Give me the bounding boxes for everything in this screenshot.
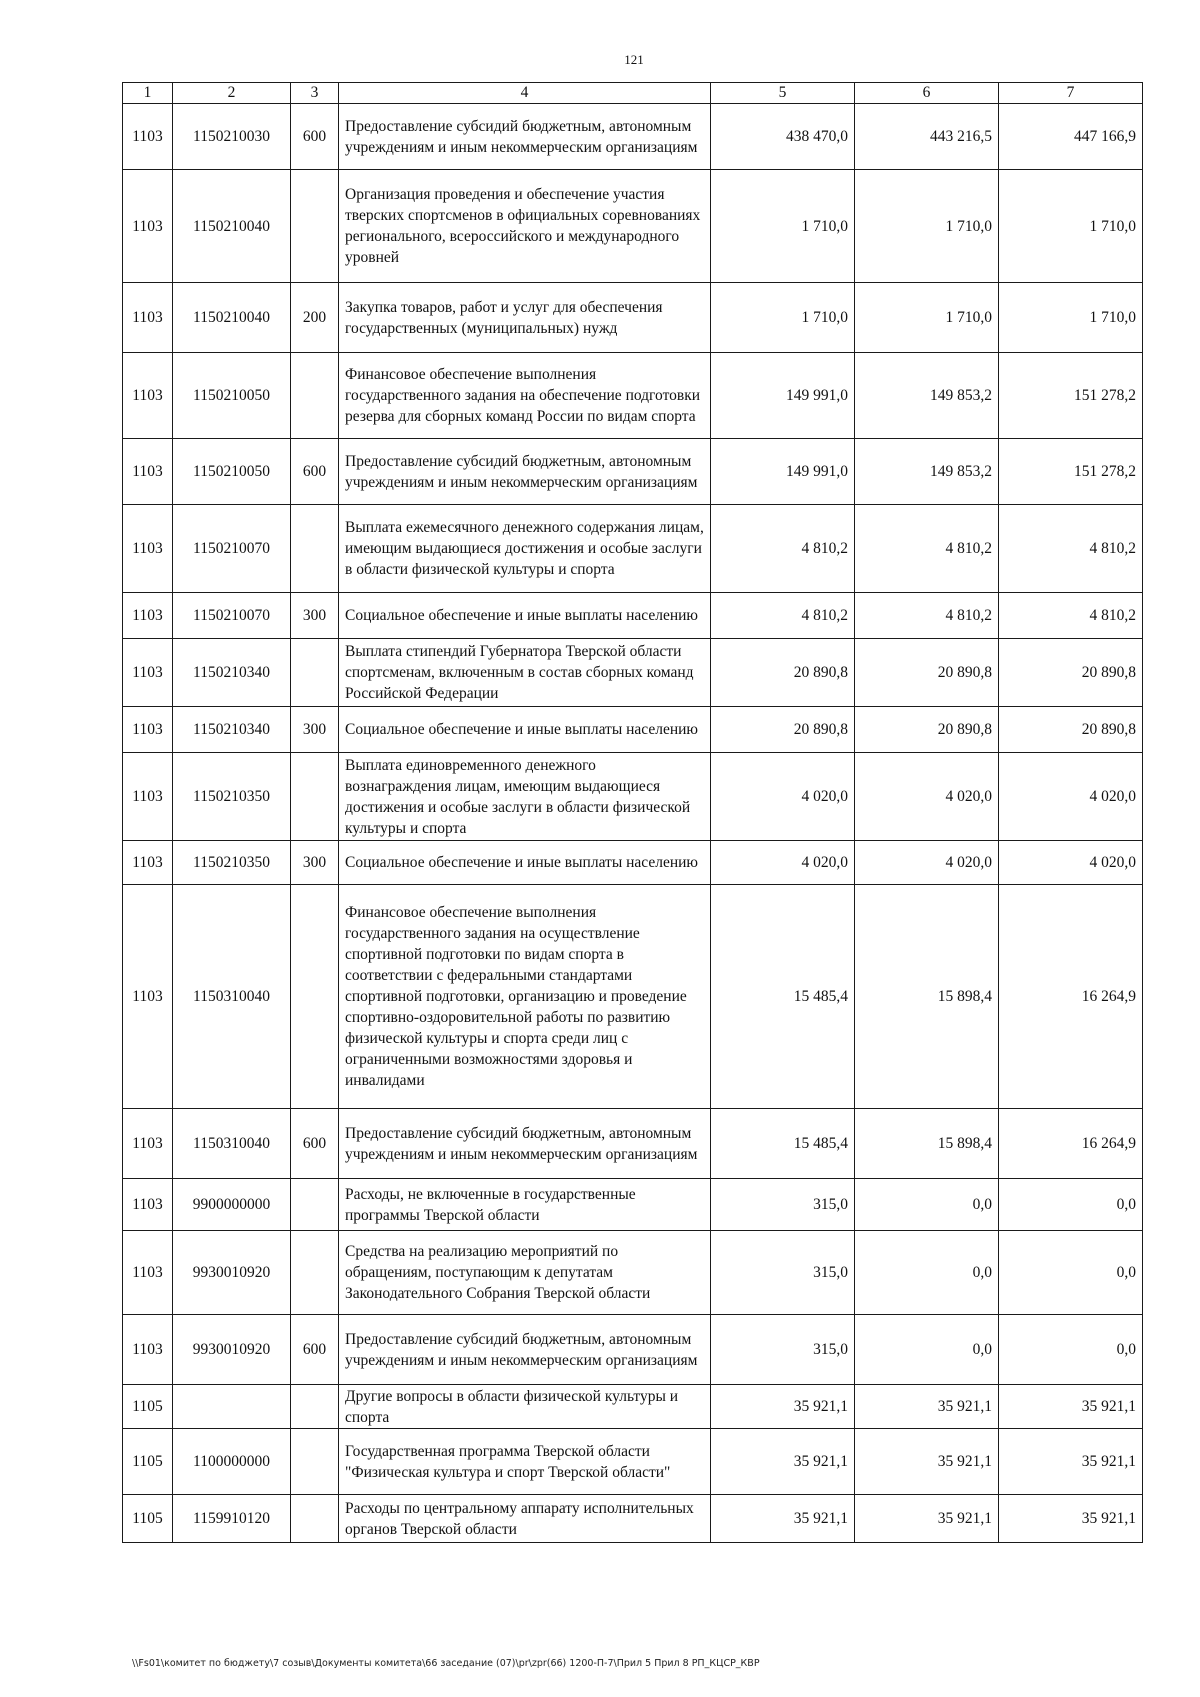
- target-article-cell: 9930010920: [173, 1231, 291, 1315]
- table-row: [123, 1231, 1143, 1315]
- section-code-cell: 1103: [123, 885, 173, 1109]
- amount-col6-cell: 35 921,1: [855, 1495, 999, 1543]
- column-header-4: 4: [339, 83, 711, 104]
- amount-col5-cell: 1 710,0: [711, 283, 855, 353]
- amount-col7-cell: 0,0: [999, 1315, 1143, 1385]
- section-code-cell: 1103: [123, 283, 173, 353]
- amount-col7-cell: 35 921,1: [999, 1385, 1143, 1429]
- description-cell: Выплата единовременного денежного вознаграждения лицам, имеющим выдающиеся достижения и особые заслуги в области физической культуры и спорта: [339, 753, 711, 841]
- amount-col5-cell: 149 991,0: [711, 439, 855, 505]
- table-row: [123, 104, 1143, 170]
- target-article-cell: 1150210070: [173, 505, 291, 593]
- expense-type-cell: 600: [291, 439, 339, 505]
- description-cell: Предоставление субсидий бюджетным, автономным учреждениям и иным некоммерческим организациям: [339, 1315, 711, 1385]
- column-header-2: 2: [173, 83, 291, 104]
- description-cell: Предоставление субсидий бюджетным, автономным учреждениям и иным некоммерческим организациям: [339, 104, 711, 170]
- expense-type-cell: [291, 639, 339, 707]
- section-code-cell: 1103: [123, 841, 173, 885]
- table-row: [123, 283, 1143, 353]
- amount-col6-cell: 15 898,4: [855, 1109, 999, 1179]
- amount-col5-cell: 315,0: [711, 1179, 855, 1231]
- table-row: [123, 353, 1143, 439]
- description-cell: Предоставление субсидий бюджетным, автономным учреждениям и иным некоммерческим организациям: [339, 1109, 711, 1179]
- table-row: [123, 505, 1143, 593]
- amount-col5-cell: 1 710,0: [711, 170, 855, 283]
- amount-col7-cell: 35 921,1: [999, 1495, 1143, 1543]
- amount-col5-cell: 315,0: [711, 1231, 855, 1315]
- description-cell: Выплата ежемесячного денежного содержания лицам, имеющим выдающиеся достижения и особые заслуги в области физической культуры и спорта: [339, 505, 711, 593]
- expense-type-cell: [291, 1429, 339, 1495]
- expense-type-cell: 600: [291, 104, 339, 170]
- column-header-6: 6: [855, 83, 999, 104]
- table-row: [123, 885, 1143, 1109]
- amount-col7-cell: 151 278,2: [999, 353, 1143, 439]
- table-row: [123, 593, 1143, 639]
- amount-col6-cell: 1 710,0: [855, 283, 999, 353]
- expense-type-cell: 200: [291, 283, 339, 353]
- amount-col6-cell: 15 898,4: [855, 885, 999, 1109]
- amount-col7-cell: 0,0: [999, 1179, 1143, 1231]
- amount-col7-cell: 16 264,9: [999, 885, 1143, 1109]
- description-cell: Социальное обеспечение и иные выплаты населению: [339, 707, 711, 753]
- amount-col6-cell: 4 810,2: [855, 593, 999, 639]
- amount-col7-cell: 16 264,9: [999, 1109, 1143, 1179]
- table-row: [123, 1315, 1143, 1385]
- expense-type-cell: [291, 1385, 339, 1429]
- amount-col7-cell: 4 810,2: [999, 505, 1143, 593]
- amount-col6-cell: 0,0: [855, 1179, 999, 1231]
- description-cell: Социальное обеспечение и иные выплаты населению: [339, 841, 711, 885]
- amount-col6-cell: 443 216,5: [855, 104, 999, 170]
- expense-type-cell: 600: [291, 1315, 339, 1385]
- target-article-cell: 1159910120: [173, 1495, 291, 1543]
- target-article-cell: 1150210040: [173, 283, 291, 353]
- header-row: [123, 83, 1143, 104]
- amount-col7-cell: 4 020,0: [999, 841, 1143, 885]
- description-cell: Расходы, не включенные в государственные программы Тверской области: [339, 1179, 711, 1231]
- target-article-cell: 1100000000: [173, 1429, 291, 1495]
- amount-col7-cell: 1 710,0: [999, 170, 1143, 283]
- amount-col6-cell: 0,0: [855, 1315, 999, 1385]
- column-header-5: 5: [711, 83, 855, 104]
- description-cell: Расходы по центральному аппарату исполнительных органов Тверской области: [339, 1495, 711, 1543]
- section-code-cell: 1103: [123, 639, 173, 707]
- expense-type-cell: [291, 885, 339, 1109]
- amount-col6-cell: 4 810,2: [855, 505, 999, 593]
- budget-table: [122, 82, 1143, 1543]
- description-cell: Выплата стипендий Губернатора Тверской области спортсменам, включенным в состав сборных команд Российской Федерации: [339, 639, 711, 707]
- table-row: [123, 753, 1143, 841]
- amount-col6-cell: 4 020,0: [855, 841, 999, 885]
- description-cell: Предоставление субсидий бюджетным, автономным учреждениям и иным некоммерческим организациям: [339, 439, 711, 505]
- description-cell: Финансовое обеспечение выполнения государственного задания на осуществление спортивной подготовки по видам спорта в соответствии с федеральными стандартами спортивной подготовки, организацию и проведение спортивно-оздоровительной работы по развитию физической культуры и спорта среди лиц с ограниченными возможностями здоровья и инвалидами: [339, 885, 711, 1109]
- amount-col6-cell: 20 890,8: [855, 707, 999, 753]
- amount-col6-cell: 20 890,8: [855, 639, 999, 707]
- target-article-cell: 1150210050: [173, 439, 291, 505]
- target-article-cell: 1150310040: [173, 1109, 291, 1179]
- amount-col7-cell: 35 921,1: [999, 1429, 1143, 1495]
- expense-type-cell: [291, 170, 339, 283]
- description-cell: Другие вопросы в области физической культуры и спорта: [339, 1385, 711, 1429]
- amount-col5-cell: 4 020,0: [711, 753, 855, 841]
- target-article-cell: 1150210030: [173, 104, 291, 170]
- amount-col5-cell: 4 810,2: [711, 505, 855, 593]
- target-article-cell: 9900000000: [173, 1179, 291, 1231]
- amount-col7-cell: 4 020,0: [999, 753, 1143, 841]
- section-code-cell: 1103: [123, 353, 173, 439]
- expense-type-cell: [291, 353, 339, 439]
- amount-col6-cell: 1 710,0: [855, 170, 999, 283]
- description-cell: Социальное обеспечение и иные выплаты населению: [339, 593, 711, 639]
- expense-type-cell: [291, 1495, 339, 1543]
- amount-col5-cell: 149 991,0: [711, 353, 855, 439]
- expense-type-cell: [291, 505, 339, 593]
- amount-col5-cell: 15 485,4: [711, 1109, 855, 1179]
- page-number: 121: [624, 52, 644, 67]
- section-code-cell: 1105: [123, 1429, 173, 1495]
- amount-col7-cell: 4 810,2: [999, 593, 1143, 639]
- amount-col7-cell: 151 278,2: [999, 439, 1143, 505]
- target-article-cell: 1150310040: [173, 885, 291, 1109]
- target-article-cell: 1150210040: [173, 170, 291, 283]
- target-article-cell: 1150210070: [173, 593, 291, 639]
- amount-col6-cell: 149 853,2: [855, 439, 999, 505]
- table-row: [123, 707, 1143, 753]
- target-article-cell: 9930010920: [173, 1315, 291, 1385]
- amount-col6-cell: 35 921,1: [855, 1429, 999, 1495]
- expense-type-cell: 300: [291, 707, 339, 753]
- target-article-cell: 1150210050: [173, 353, 291, 439]
- table-row: [123, 1429, 1143, 1495]
- amount-col5-cell: 20 890,8: [711, 639, 855, 707]
- section-code-cell: 1103: [123, 505, 173, 593]
- amount-col5-cell: 35 921,1: [711, 1429, 855, 1495]
- expense-type-cell: 300: [291, 841, 339, 885]
- amount-col7-cell: 20 890,8: [999, 639, 1143, 707]
- section-code-cell: 1105: [123, 1495, 173, 1543]
- table-row: [123, 170, 1143, 283]
- table-row: [123, 1179, 1143, 1231]
- expense-type-cell: 600: [291, 1109, 339, 1179]
- section-code-cell: 1103: [123, 1315, 173, 1385]
- expense-type-cell: [291, 753, 339, 841]
- description-cell: Закупка товаров, работ и услуг для обеспечения государственных (муниципальных) нужд: [339, 283, 711, 353]
- amount-col7-cell: 20 890,8: [999, 707, 1143, 753]
- section-code-cell: 1103: [123, 1179, 173, 1231]
- amount-col5-cell: 35 921,1: [711, 1495, 855, 1543]
- description-cell: Государственная программа Тверской области "Физическая культура и спорт Тверской области": [339, 1429, 711, 1495]
- section-code-cell: 1103: [123, 439, 173, 505]
- column-header-1: 1: [123, 83, 173, 104]
- target-article-cell: 1150210350: [173, 753, 291, 841]
- section-code-cell: 1103: [123, 1109, 173, 1179]
- table-row: [123, 1109, 1143, 1179]
- target-article-cell: 1150210340: [173, 639, 291, 707]
- target-article-cell: [173, 1385, 291, 1429]
- amount-col6-cell: 0,0: [855, 1231, 999, 1315]
- section-code-cell: 1103: [123, 593, 173, 639]
- amount-col7-cell: 1 710,0: [999, 283, 1143, 353]
- target-article-cell: 1150210350: [173, 841, 291, 885]
- table-body: [123, 104, 1143, 1543]
- expense-type-cell: 300: [291, 593, 339, 639]
- table-row: [123, 1495, 1143, 1543]
- amount-col5-cell: 438 470,0: [711, 104, 855, 170]
- amount-col7-cell: 0,0: [999, 1231, 1143, 1315]
- expense-type-cell: [291, 1179, 339, 1231]
- amount-col5-cell: 315,0: [711, 1315, 855, 1385]
- description-cell: Финансовое обеспечение выполнения государственного задания на обеспечение подготовки резерва для сборных команд России по видам спорта: [339, 353, 711, 439]
- amount-col5-cell: 15 485,4: [711, 885, 855, 1109]
- column-header-7: 7: [999, 83, 1143, 104]
- description-cell: Организация проведения и обеспечение участия тверских спортсменов в официальных соревнованиях регионального, всероссийского и международного уровней: [339, 170, 711, 283]
- table-row: [123, 639, 1143, 707]
- amount-col6-cell: 4 020,0: [855, 753, 999, 841]
- target-article-cell: 1150210340: [173, 707, 291, 753]
- table-row: [123, 841, 1143, 885]
- amount-col5-cell: 4 020,0: [711, 841, 855, 885]
- amount-col6-cell: 149 853,2: [855, 353, 999, 439]
- amount-col5-cell: 4 810,2: [711, 593, 855, 639]
- section-code-cell: 1103: [123, 753, 173, 841]
- amount-col5-cell: 35 921,1: [711, 1385, 855, 1429]
- expense-type-cell: [291, 1231, 339, 1315]
- section-code-cell: 1103: [123, 707, 173, 753]
- amount-col5-cell: 20 890,8: [711, 707, 855, 753]
- amount-col7-cell: 447 166,9: [999, 104, 1143, 170]
- table-row: [123, 1385, 1143, 1429]
- section-code-cell: 1105: [123, 1385, 173, 1429]
- section-code-cell: 1103: [123, 170, 173, 283]
- column-header-3: 3: [291, 83, 339, 104]
- amount-col6-cell: 35 921,1: [855, 1385, 999, 1429]
- section-code-cell: 1103: [123, 104, 173, 170]
- section-code-cell: 1103: [123, 1231, 173, 1315]
- table-row: [123, 439, 1143, 505]
- footer-file-path: \\Fs01\комитет по бюджету\7 созыв\Документы комитета\66 заседание (07)\pr\zpr(66) 1200-П-7\Прил 5 Прил 8 РП_КЦСР_КВР: [132, 1658, 760, 1669]
- description-cell: Средства на реализацию мероприятий по обращениям, поступающим к депутатам Законодательного Собрания Тверской области: [339, 1231, 711, 1315]
